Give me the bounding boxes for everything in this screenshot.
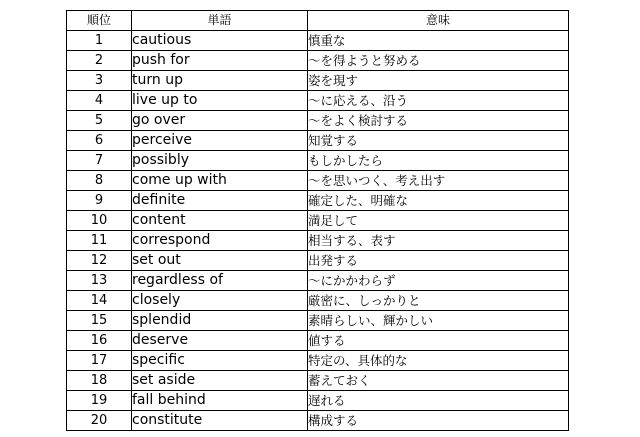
table-row <box>67 171 569 191</box>
rank-cell: 14 <box>67 291 132 311</box>
rank-cell: 5 <box>67 111 132 131</box>
word-cell: correspond <box>132 231 308 251</box>
rank-cell: 2 <box>67 51 132 71</box>
meaning-cell: ～に応える、沿う <box>308 91 569 111</box>
meaning-cell: 出発する <box>308 251 569 271</box>
word-cell: come up with <box>132 171 308 191</box>
word-cell: possibly <box>132 151 308 171</box>
word-cell: turn up <box>132 71 308 91</box>
table-row <box>67 391 569 411</box>
word-cell: deserve <box>132 331 308 351</box>
meaning-cell: ～をよく検討する <box>308 111 569 131</box>
rank-cell: 11 <box>67 231 132 251</box>
meaning-cell: 蓄えておく <box>308 371 569 391</box>
vocabulary-table <box>66 10 569 431</box>
word-column-header: 単語 <box>132 11 308 31</box>
table-row <box>67 371 569 391</box>
meaning-cell: 構成する <box>308 411 569 431</box>
rank-cell: 12 <box>67 251 132 271</box>
word-cell: constitute <box>132 411 308 431</box>
rank-cell: 6 <box>67 131 132 151</box>
rank-cell: 4 <box>67 91 132 111</box>
table-row <box>67 331 569 351</box>
table-row <box>67 51 569 71</box>
table-row <box>67 411 569 431</box>
meaning-cell: 姿を現す <box>308 71 569 91</box>
table-row <box>67 71 569 91</box>
meaning-cell: 知覚する <box>308 131 569 151</box>
rank-column-header: 順位 <box>67 11 132 31</box>
word-cell: set aside <box>132 371 308 391</box>
table-row <box>67 251 569 271</box>
rank-cell: 17 <box>67 351 132 371</box>
table-row <box>67 291 569 311</box>
word-cell: push for <box>132 51 308 71</box>
rank-cell: 20 <box>67 411 132 431</box>
meaning-column-header: 意味 <box>308 11 569 31</box>
rank-cell: 7 <box>67 151 132 171</box>
meaning-cell: ～にかかわらず <box>308 271 569 291</box>
rank-cell: 8 <box>67 171 132 191</box>
word-cell: specific <box>132 351 308 371</box>
meaning-cell: 相当する、表す <box>308 231 569 251</box>
meaning-cell: 素晴らしい、輝かしい <box>308 311 569 331</box>
word-cell: cautious <box>132 31 308 51</box>
meaning-cell: 遅れる <box>308 391 569 411</box>
table-row <box>67 31 569 51</box>
table-row <box>67 151 569 171</box>
rank-cell: 3 <box>67 71 132 91</box>
meaning-cell: 特定の、具体的な <box>308 351 569 371</box>
rank-cell: 10 <box>67 211 132 231</box>
word-cell: go over <box>132 111 308 131</box>
word-cell: fall behind <box>132 391 308 411</box>
table-row <box>67 211 569 231</box>
rank-cell: 18 <box>67 371 132 391</box>
table-row <box>67 351 569 371</box>
word-cell: content <box>132 211 308 231</box>
table-row <box>67 271 569 291</box>
rank-cell: 16 <box>67 331 132 351</box>
word-cell: live up to <box>132 91 308 111</box>
rank-cell: 1 <box>67 31 132 51</box>
word-cell: closely <box>132 291 308 311</box>
meaning-cell: 厳密に、しっかりと <box>308 291 569 311</box>
word-cell: set out <box>132 251 308 271</box>
meaning-cell: 値する <box>308 331 569 351</box>
meaning-cell: ～を得ようと努める <box>308 51 569 71</box>
table-row <box>67 111 569 131</box>
rank-cell: 13 <box>67 271 132 291</box>
table-row <box>67 231 569 251</box>
meaning-cell: もしかしたら <box>308 151 569 171</box>
meaning-cell: 満足して <box>308 211 569 231</box>
meaning-cell: ～を思いつく、考え出す <box>308 171 569 191</box>
rank-cell: 9 <box>67 191 132 211</box>
meaning-cell: 慎重な <box>308 31 569 51</box>
word-cell: splendid <box>132 311 308 331</box>
table-row <box>67 131 569 151</box>
meaning-cell: 確定した、明確な <box>308 191 569 211</box>
rank-cell: 15 <box>67 311 132 331</box>
word-cell: definite <box>132 191 308 211</box>
word-cell: regardless of <box>132 271 308 291</box>
rank-cell: 19 <box>67 391 132 411</box>
table-body <box>67 31 569 431</box>
table-header-row <box>67 11 569 31</box>
table-row <box>67 311 569 331</box>
table-row <box>67 91 569 111</box>
table-row <box>67 191 569 211</box>
word-cell: perceive <box>132 131 308 151</box>
